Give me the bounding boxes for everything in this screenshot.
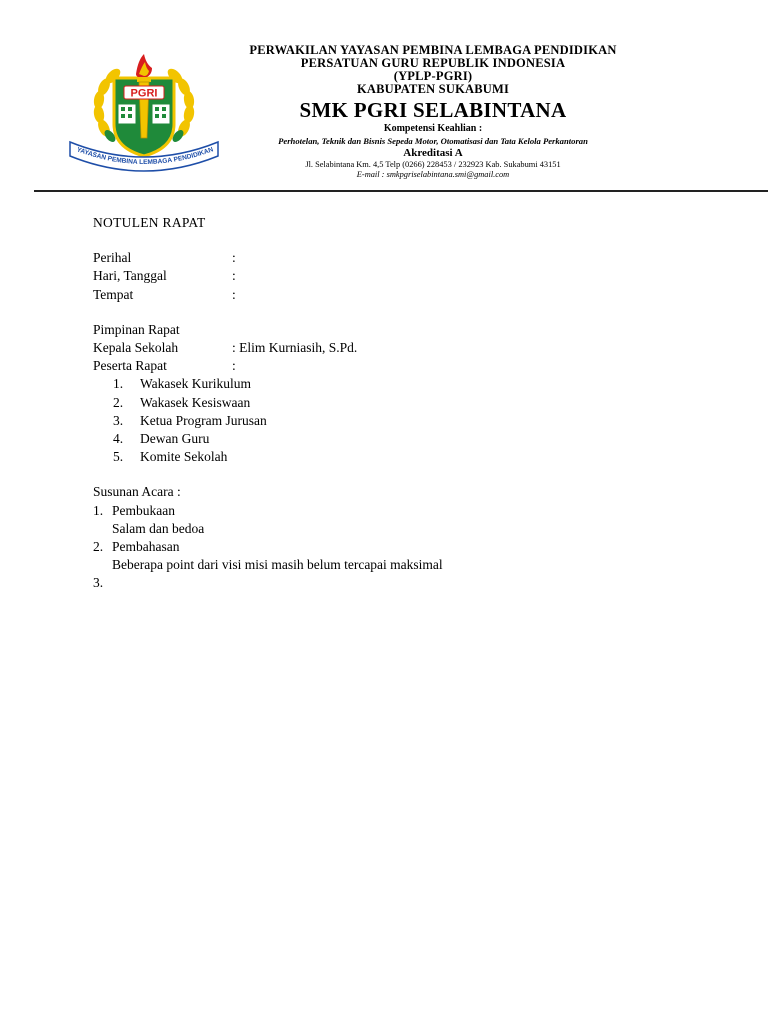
document-body <box>93 214 653 593</box>
kepala-row <box>93 339 653 357</box>
agenda-number: 1. <box>93 502 104 518</box>
field-separator: : <box>232 250 236 266</box>
list-item <box>113 394 653 412</box>
kompetensi-label: Kompetensi Keahlian : <box>383 123 483 134</box>
list-number: 4. <box>113 431 124 447</box>
peserta-list <box>113 375 653 466</box>
letterhead-divider <box>34 190 768 192</box>
agenda-heading: Susunan Acara : <box>93 484 181 500</box>
field-row <box>93 267 653 285</box>
list-text: Komite Sekolah <box>140 449 228 465</box>
org-line-3: (YPLP-PGRI) <box>393 69 473 83</box>
list-number: 3. <box>113 412 124 428</box>
kepala-value: : Elim Kurniasih, S.Pd. <box>232 340 358 356</box>
pgri-badge-text: PGRI <box>130 87 158 100</box>
list-item <box>113 448 653 466</box>
org-line-4: KABUPATEN SUKABUMI <box>356 82 510 96</box>
list-item <box>113 412 653 430</box>
field-row <box>93 249 653 267</box>
list-item <box>113 430 653 448</box>
agenda-item <box>93 574 653 592</box>
document-title: NOTULEN RAPAT <box>93 215 206 230</box>
field-label: Hari, Tanggal <box>93 268 167 284</box>
peserta-label: Peserta Rapat <box>93 358 167 374</box>
spacer <box>93 232 653 249</box>
agenda-number: 3. <box>93 575 104 591</box>
agenda-detail: Beberapa point dari visi misi masih belum tercapai maksimal <box>112 557 443 573</box>
spacer <box>93 304 653 321</box>
school-email: E-mail : smkpgriselabintana.smi@gmail.com <box>356 170 510 179</box>
letterhead <box>236 44 630 180</box>
akreditasi: Akreditasi A <box>403 147 463 159</box>
list-text: Wakasek Kurikulum <box>140 376 252 392</box>
school-name: SMK PGRI SELABINTANA <box>299 98 567 122</box>
field-label: Perihal <box>93 250 132 266</box>
list-text: Ketua Program Jurusan <box>140 412 267 428</box>
list-text: Wakasek Kesiswaan <box>140 394 251 410</box>
list-item <box>113 375 653 393</box>
list-number: 5. <box>113 449 124 465</box>
org-line-2: PERSATUAN GURU REPUBLIK INDONESIA <box>300 56 566 70</box>
agenda-title: Pembahasan <box>112 539 180 555</box>
list-text: Dewan Guru <box>140 431 210 447</box>
kompetensi-list: Perhotelan, Teknik dan Bisnis Sepeda Motor, Otomatisasi dan Tata Kelola Perkantoran <box>278 136 588 146</box>
logo-ribbon-text: YAYASAN PEMBINA LEMBAGA PENDIDIKAN <box>75 146 215 167</box>
field-separator: : <box>232 268 236 284</box>
pimpinan-heading: Pimpinan Rapat <box>93 321 180 337</box>
peserta-row <box>93 357 653 375</box>
org-line-1: PERWAKILAN YAYASAN PEMBINA LEMBAGA PENDIDIKAN <box>249 43 617 57</box>
peserta-separator: : <box>232 358 236 374</box>
kepala-label: Kepala Sekolah <box>93 340 179 356</box>
agenda-number: 2. <box>93 539 104 555</box>
agenda-title: Pembukaan <box>112 502 175 518</box>
field-separator: : <box>232 286 236 302</box>
agenda-item <box>93 502 653 520</box>
field-row <box>93 286 653 304</box>
school-address: Jl. Selabintana Km. 4,5 Telp (0266) 228453 / 232923 Kab. Sukabumi 43151 <box>305 160 561 169</box>
agenda-list <box>93 502 653 593</box>
list-number: 1. <box>113 376 124 392</box>
agenda-detail: Salam dan bedoa <box>112 520 205 536</box>
pgri-logo <box>66 50 222 174</box>
agenda-item <box>93 538 653 556</box>
list-number: 2. <box>113 394 124 410</box>
field-label: Tempat <box>93 286 134 302</box>
spacer <box>93 466 653 483</box>
